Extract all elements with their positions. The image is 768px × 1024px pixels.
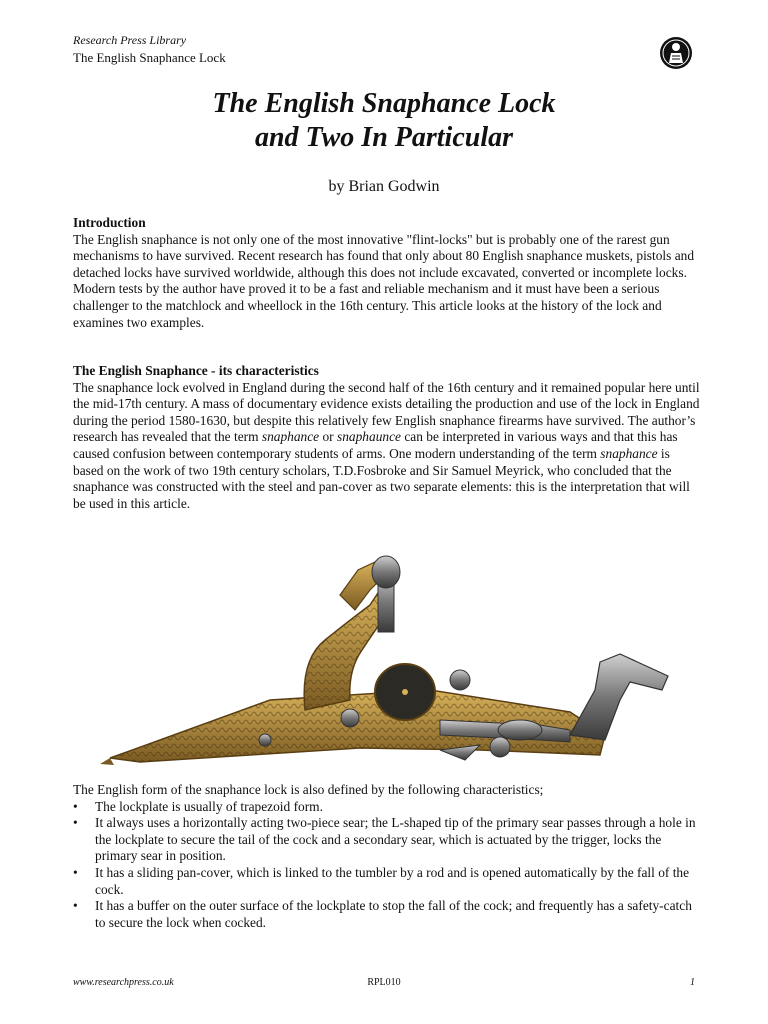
byline: by Brian Godwin bbox=[328, 178, 440, 195]
list-item: • It has a buffer on the outer surface of the lockplate to stop the fall of the cock; and frequently has a safety-catch to secure the lock when cocked. bbox=[73, 898, 701, 931]
list-item: • It always uses a horizontally acting two-piece sear; the L-shaped tip of the primary sear passes through a hole in the lockplate to secure the tail of the cock and a secondary sear, which is actuated by the trigger, locks the primary sear in position. bbox=[73, 815, 701, 865]
intro-section bbox=[73, 215, 701, 331]
term-snaphaunce: snaphaunce bbox=[337, 429, 401, 445]
paragraph-text: is based on the work of two 19th century scholars, T.D.Fosbroke and Sir Samuel Meyrick, who concluded that the snaphance was constructed with the steel and pan-cover as two separate elements: this is the interpretation that will be used in this article. bbox=[73, 445, 690, 511]
publisher-logo bbox=[659, 36, 693, 70]
term-snaphance: snaphance bbox=[600, 445, 658, 461]
footer-page-number: 1 bbox=[690, 977, 695, 988]
article-title-line1: The English Snaphance Lock bbox=[212, 88, 556, 119]
article-title-line2: and Two In Particular bbox=[254, 122, 513, 153]
list-item: • The lockplate is usually of trapezoid form. bbox=[73, 799, 701, 816]
intro-heading: Introduction bbox=[73, 215, 146, 230]
term-snaphance: snaphance bbox=[261, 429, 320, 445]
footer-website: www.researchpress.co.uk bbox=[73, 977, 174, 988]
header-title: The English Snaphance Lock bbox=[73, 50, 226, 65]
paragraph-text: or bbox=[319, 429, 337, 445]
footer-code: RPL010 bbox=[367, 977, 401, 988]
paragraph-text: can be interpreted in various ways and that this has caused confusion between contemporary students of arms. One modern understanding of the term bbox=[73, 429, 678, 461]
characteristics-section bbox=[73, 363, 701, 512]
characteristics-paragraph bbox=[73, 380, 701, 513]
snaphance-lock-photo bbox=[100, 550, 680, 775]
characteristics-list-section bbox=[73, 782, 701, 931]
characteristics-heading: The English Snaphance - its characteristics bbox=[73, 363, 319, 378]
list-item: • It has a sliding pan-cover, which is linked to the tumbler by a rod and is opened automatically by the fall of the cock. bbox=[73, 865, 701, 898]
header-series: Research Press Library bbox=[73, 33, 187, 47]
characteristics-list bbox=[73, 799, 701, 932]
list-intro: The English form of the snaphance lock is also defined by the following characteristics; bbox=[73, 782, 544, 797]
intro-paragraph: The English snaphance is not only one of the most innovative "flint-locks" but is probably one of the rarest gun mechanisms to have survived. Recent research has found that only about 80 English snaphance muskets, pistols and detached locks have survived worldwide, although this does not include excavated, converted or incomplete locks. Modern tests by the author have proved it to be a fast and reliable mechanism and it must have been a serious challenger to the matchlock and wheellock in the 16th century. This article looks at the history of the lock and examines two examples. bbox=[73, 231, 695, 330]
paragraph-text: The snaphance lock evolved in England during the second half of the 16th century and it remained popular here until the mid-17th century. A mass of documentary evidence exists detailing the production and use of the lock in England during the period 1580-1630, but despite this relatively few English snaphance firearms have survived. The author’s research has revealed that the term bbox=[73, 379, 700, 445]
